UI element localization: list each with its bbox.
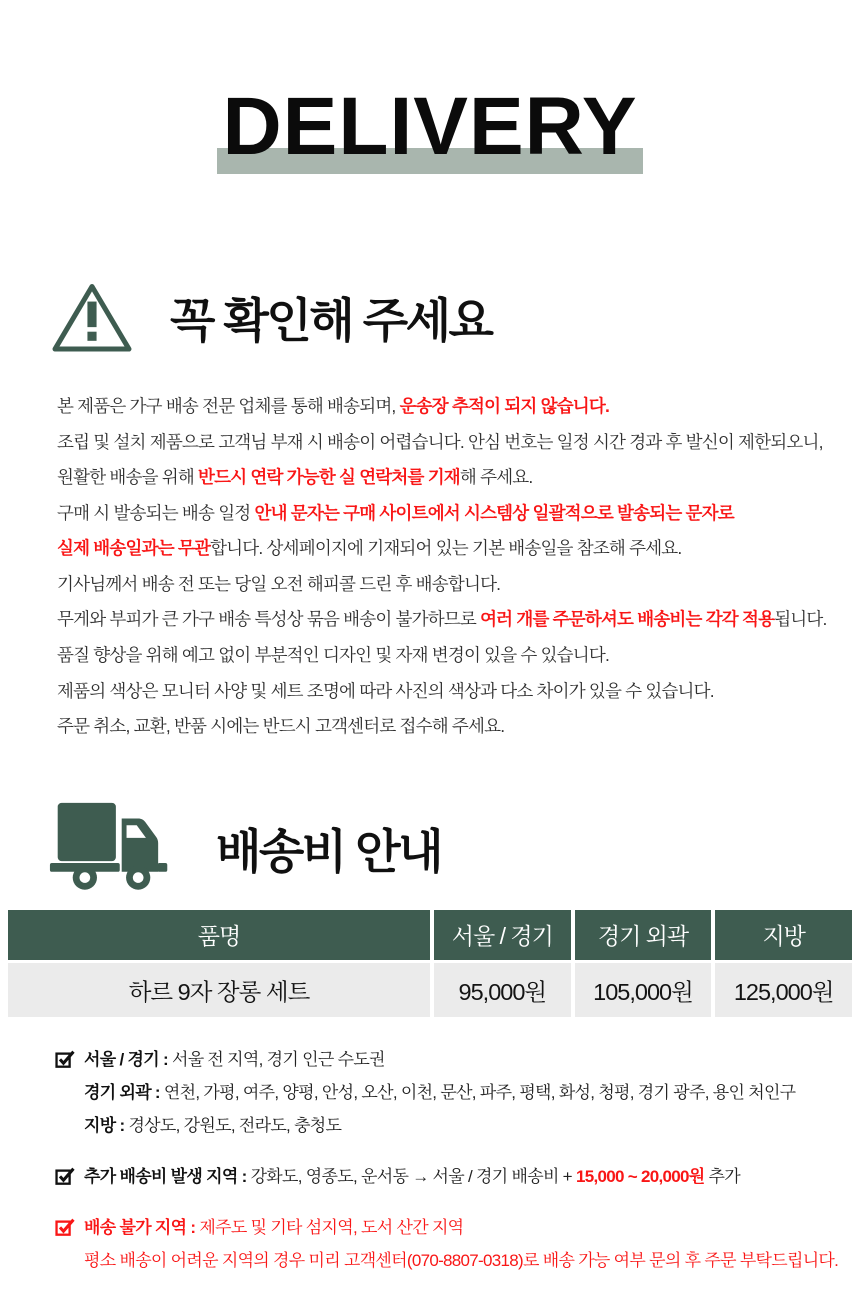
checkbox-checked-icon [55, 1166, 75, 1186]
shipping-fee-heading-row [48, 799, 860, 898]
page-title [0, 81, 860, 172]
note-lines [84, 1043, 795, 1142]
notice-line: 무게와 부피가 큰 가구 배송 특성상 묶음 배송이 불가하므로 여러 개를 주문하셔도 배송비는 각각 적용됩니다. [57, 609, 827, 630]
note-line: 서울 / 경기 : 서울 전 지역, 경기 인근 수도권 [84, 1049, 385, 1069]
notice-line: 구매 시 발송되는 배송 일정 안내 문자는 구매 사이트에서 시스템상 일괄적으로 발송되는 문자로 [57, 502, 734, 523]
table-header-cell-product: 품명 [8, 910, 430, 960]
exclamation-triangle-icon [50, 279, 134, 357]
shipping-fee-table [8, 910, 852, 1017]
table-header-cell-province: 지방 [715, 910, 852, 960]
note-line: 지방 : 경상도, 강원도, 전라도, 충청도 [84, 1115, 342, 1135]
notice-line: 조립 및 설치 제품으로 고객님 부재 시 배송이 어렵습니다. 안심 번호는 일정 시간 경과 후 발신이 제한되오니, [57, 431, 823, 452]
checkbox-checked-icon [55, 1049, 75, 1069]
notice-section [0, 279, 860, 745]
notice-body [57, 389, 860, 745]
checkbox-checked-icon [55, 1217, 75, 1237]
note-line: 추가 배송비 발생 지역 : 강화도, 영종도, 운서동 → 서울 / 경기 배송비 + 15,000 ~ 20,000원 추가 [84, 1166, 740, 1186]
table-cell-product-name: 하르 9자 장롱 세트 [8, 963, 430, 1017]
delivery-truck-icon [48, 799, 176, 898]
title-section [0, 0, 860, 171]
notice-line: 본 제품은 가구 배송 전문 업체를 통해 배송되며, 운송장 추적이 되지 않습니다. [57, 395, 610, 416]
notice-heading-row [50, 279, 860, 357]
notice-line: 제품의 색상은 모니터 사양 및 세트 조명에 따라 사진의 색상과 다소 차이가 있을 수 있습니다. [57, 680, 714, 701]
note-region-coverage [55, 1043, 860, 1142]
note-undeliverable-regions [55, 1211, 860, 1277]
table-header-cell-gyeonggi-outer: 경기 외곽 [575, 910, 712, 960]
notice-line: 실제 배송일과는 무관합니다. 상세페이지에 기재되어 있는 기본 배송일을 참조해 주세요. [57, 538, 682, 559]
notice-line: 주문 취소, 교환, 반품 시에는 반드시 고객센터로 접수해 주세요. [57, 716, 505, 737]
shipping-fee-section [0, 799, 860, 1277]
note-extra-fee-regions [55, 1160, 860, 1193]
notice-line: 품질 향상을 위해 예고 없이 부분적인 디자인 및 자재 변경이 있을 수 있습니다. [57, 645, 610, 666]
notice-line: 기사님께서 배송 전 또는 당일 오전 해피콜 드린 후 배송합니다. [57, 573, 501, 594]
note-lines [84, 1160, 740, 1193]
note-line: 평소 배송이 어려운 지역의 경우 미리 고객센터(070-8807-0318)로 배송 가능 여부 문의 후 주문 부탁드립니다. [84, 1250, 839, 1270]
table-cell-fee-seoul-gyeonggi: 95,000원 [434, 963, 571, 1017]
shipping-notes [55, 1043, 860, 1277]
table-header-cell-seoul-gyeonggi: 서울 / 경기 [434, 910, 571, 960]
note-line: 배송 불가 지역 : 제주도 및 기타 섬지역, 도서 산간 지역 [84, 1217, 464, 1237]
table-cell-fee-gyeonggi-outer: 105,000원 [575, 963, 712, 1017]
table-header-row [8, 910, 852, 960]
note-line: 경기 외곽 : 연천, 가평, 여주, 양평, 안성, 오산, 이천, 문산, 파주, 평택, 화성, 청평, 경기 광주, 용인 처인구 [84, 1082, 796, 1102]
table-row [8, 963, 852, 1017]
table-cell-fee-province: 125,000원 [715, 963, 852, 1017]
notice-line: 원활한 배송을 위해 반드시 연락 가능한 실 연락처를 기재해 주세요. [57, 467, 533, 488]
page-title-text: DELIVERY [222, 81, 638, 172]
notice-heading: 꼭 확인해 주세요 [170, 294, 492, 348]
note-lines [84, 1211, 838, 1277]
shipping-fee-heading: 배송비 안내 [216, 824, 442, 878]
